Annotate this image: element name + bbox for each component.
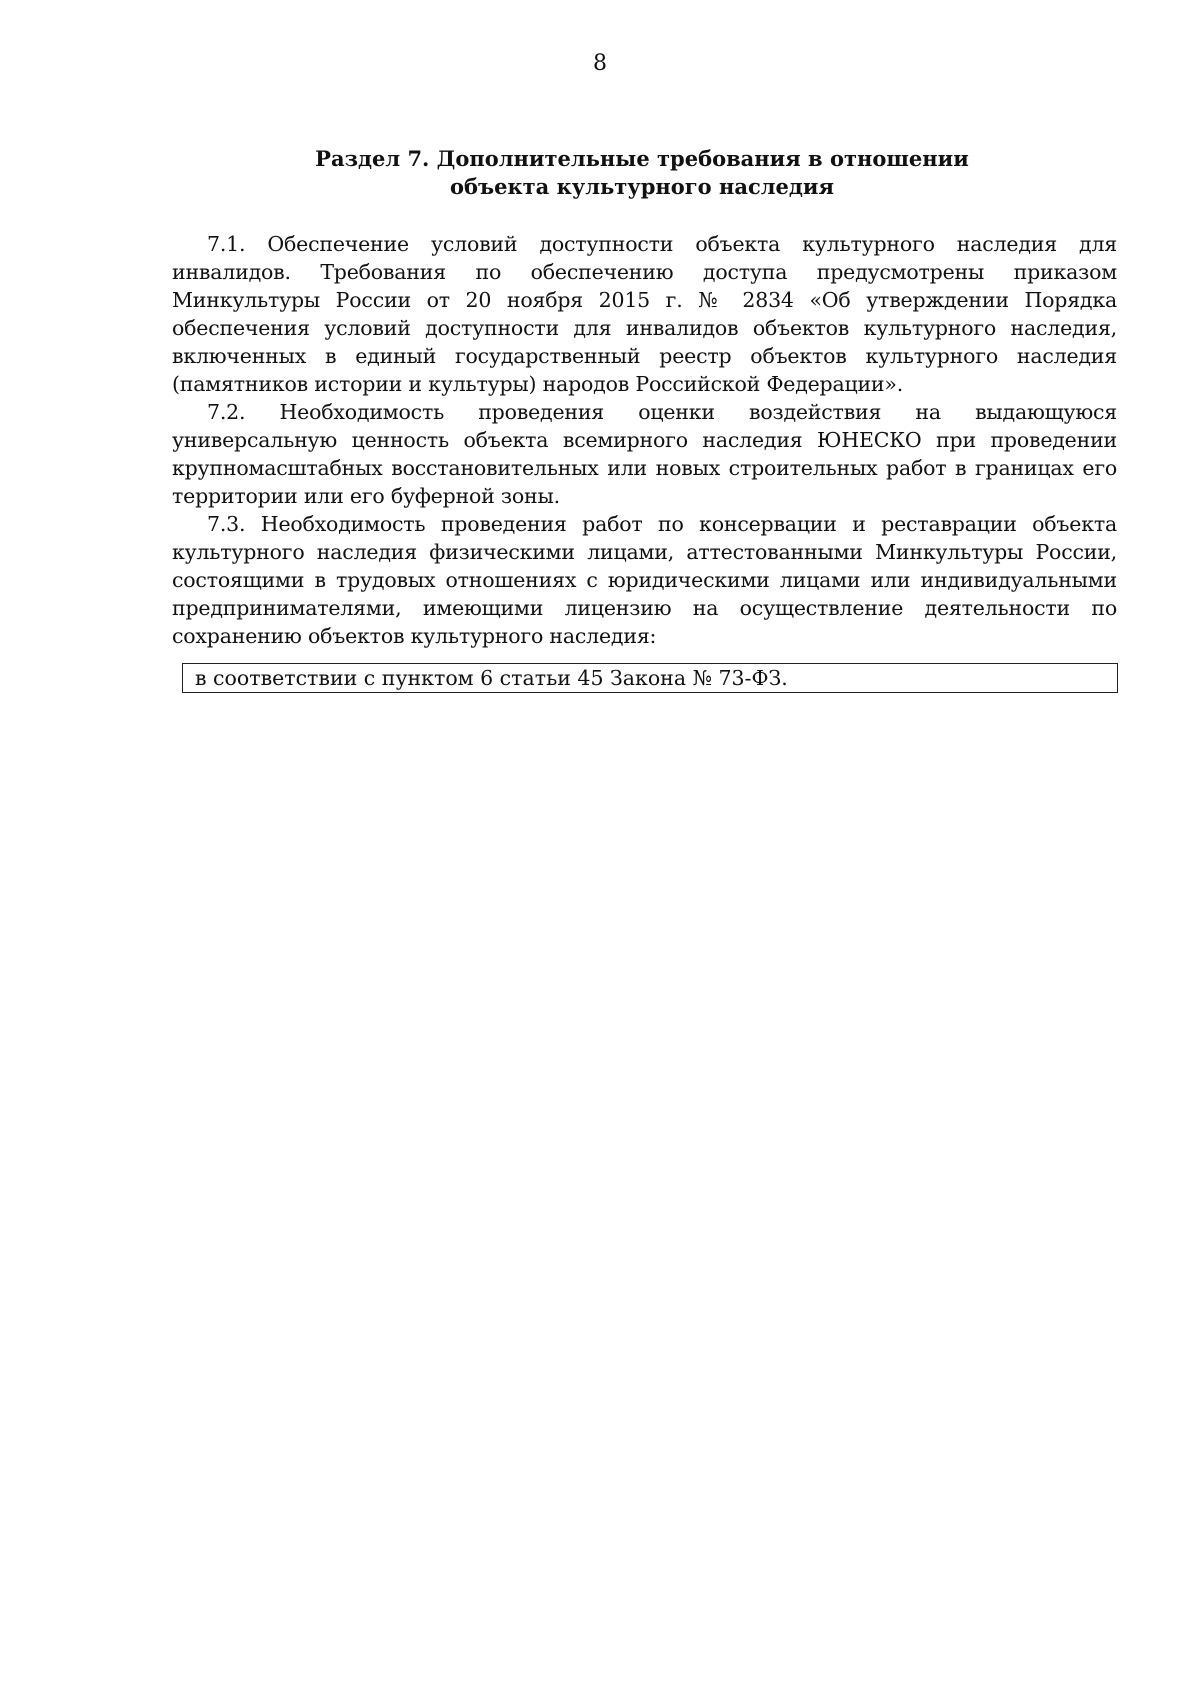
section-heading-line-1: Раздел 7. Дополнительные требования в отношении (315, 146, 969, 171)
section-heading (172, 145, 1112, 201)
section-heading-line-2: объекта культурного наследия (450, 174, 834, 199)
paragraph-7-1: 7.1. Обеспечение условий доступности объекта культурного наследия для инвалидов. Требования по обеспечению доступа предусмотрены приказом Минкультуры России от 20 ноября 2015 г. № 2834 «Об утверждении Порядка обеспечения условий доступности для инвалидов объектов культурного наследия, включенных в единый государственный реестр объектов культурного наследия (памятников истории и культуры) народов Российской Федерации». (172, 232, 1117, 396)
paragraph-7-2: 7.2. Необходимость проведения оценки воздействия на выдающуюся универсальную ценность объекта всемирного наследия ЮНЕСКО при проведении крупномасштабных восстановительных или новых строительных работ в границах его территории или его буферной зоны. (172, 400, 1117, 508)
boxed-note: в соответствии с пунктом 6 статьи 45 Закона № 73-ФЗ. (182, 663, 1118, 693)
page-number: 8 (593, 51, 607, 76)
paragraph-7-3: 7.3. Необходимость проведения работ по консервации и реставрации объекта культурного наследия физическими лицами, аттестованными Минкультуры России, состоящими в трудовых отношениях с юридическими лицами или индивидуальными предпринимателями, имеющими лицензию на осуществление деятельности по сохранению объектов культурного наследия: (172, 512, 1117, 648)
section-body (172, 230, 1117, 650)
